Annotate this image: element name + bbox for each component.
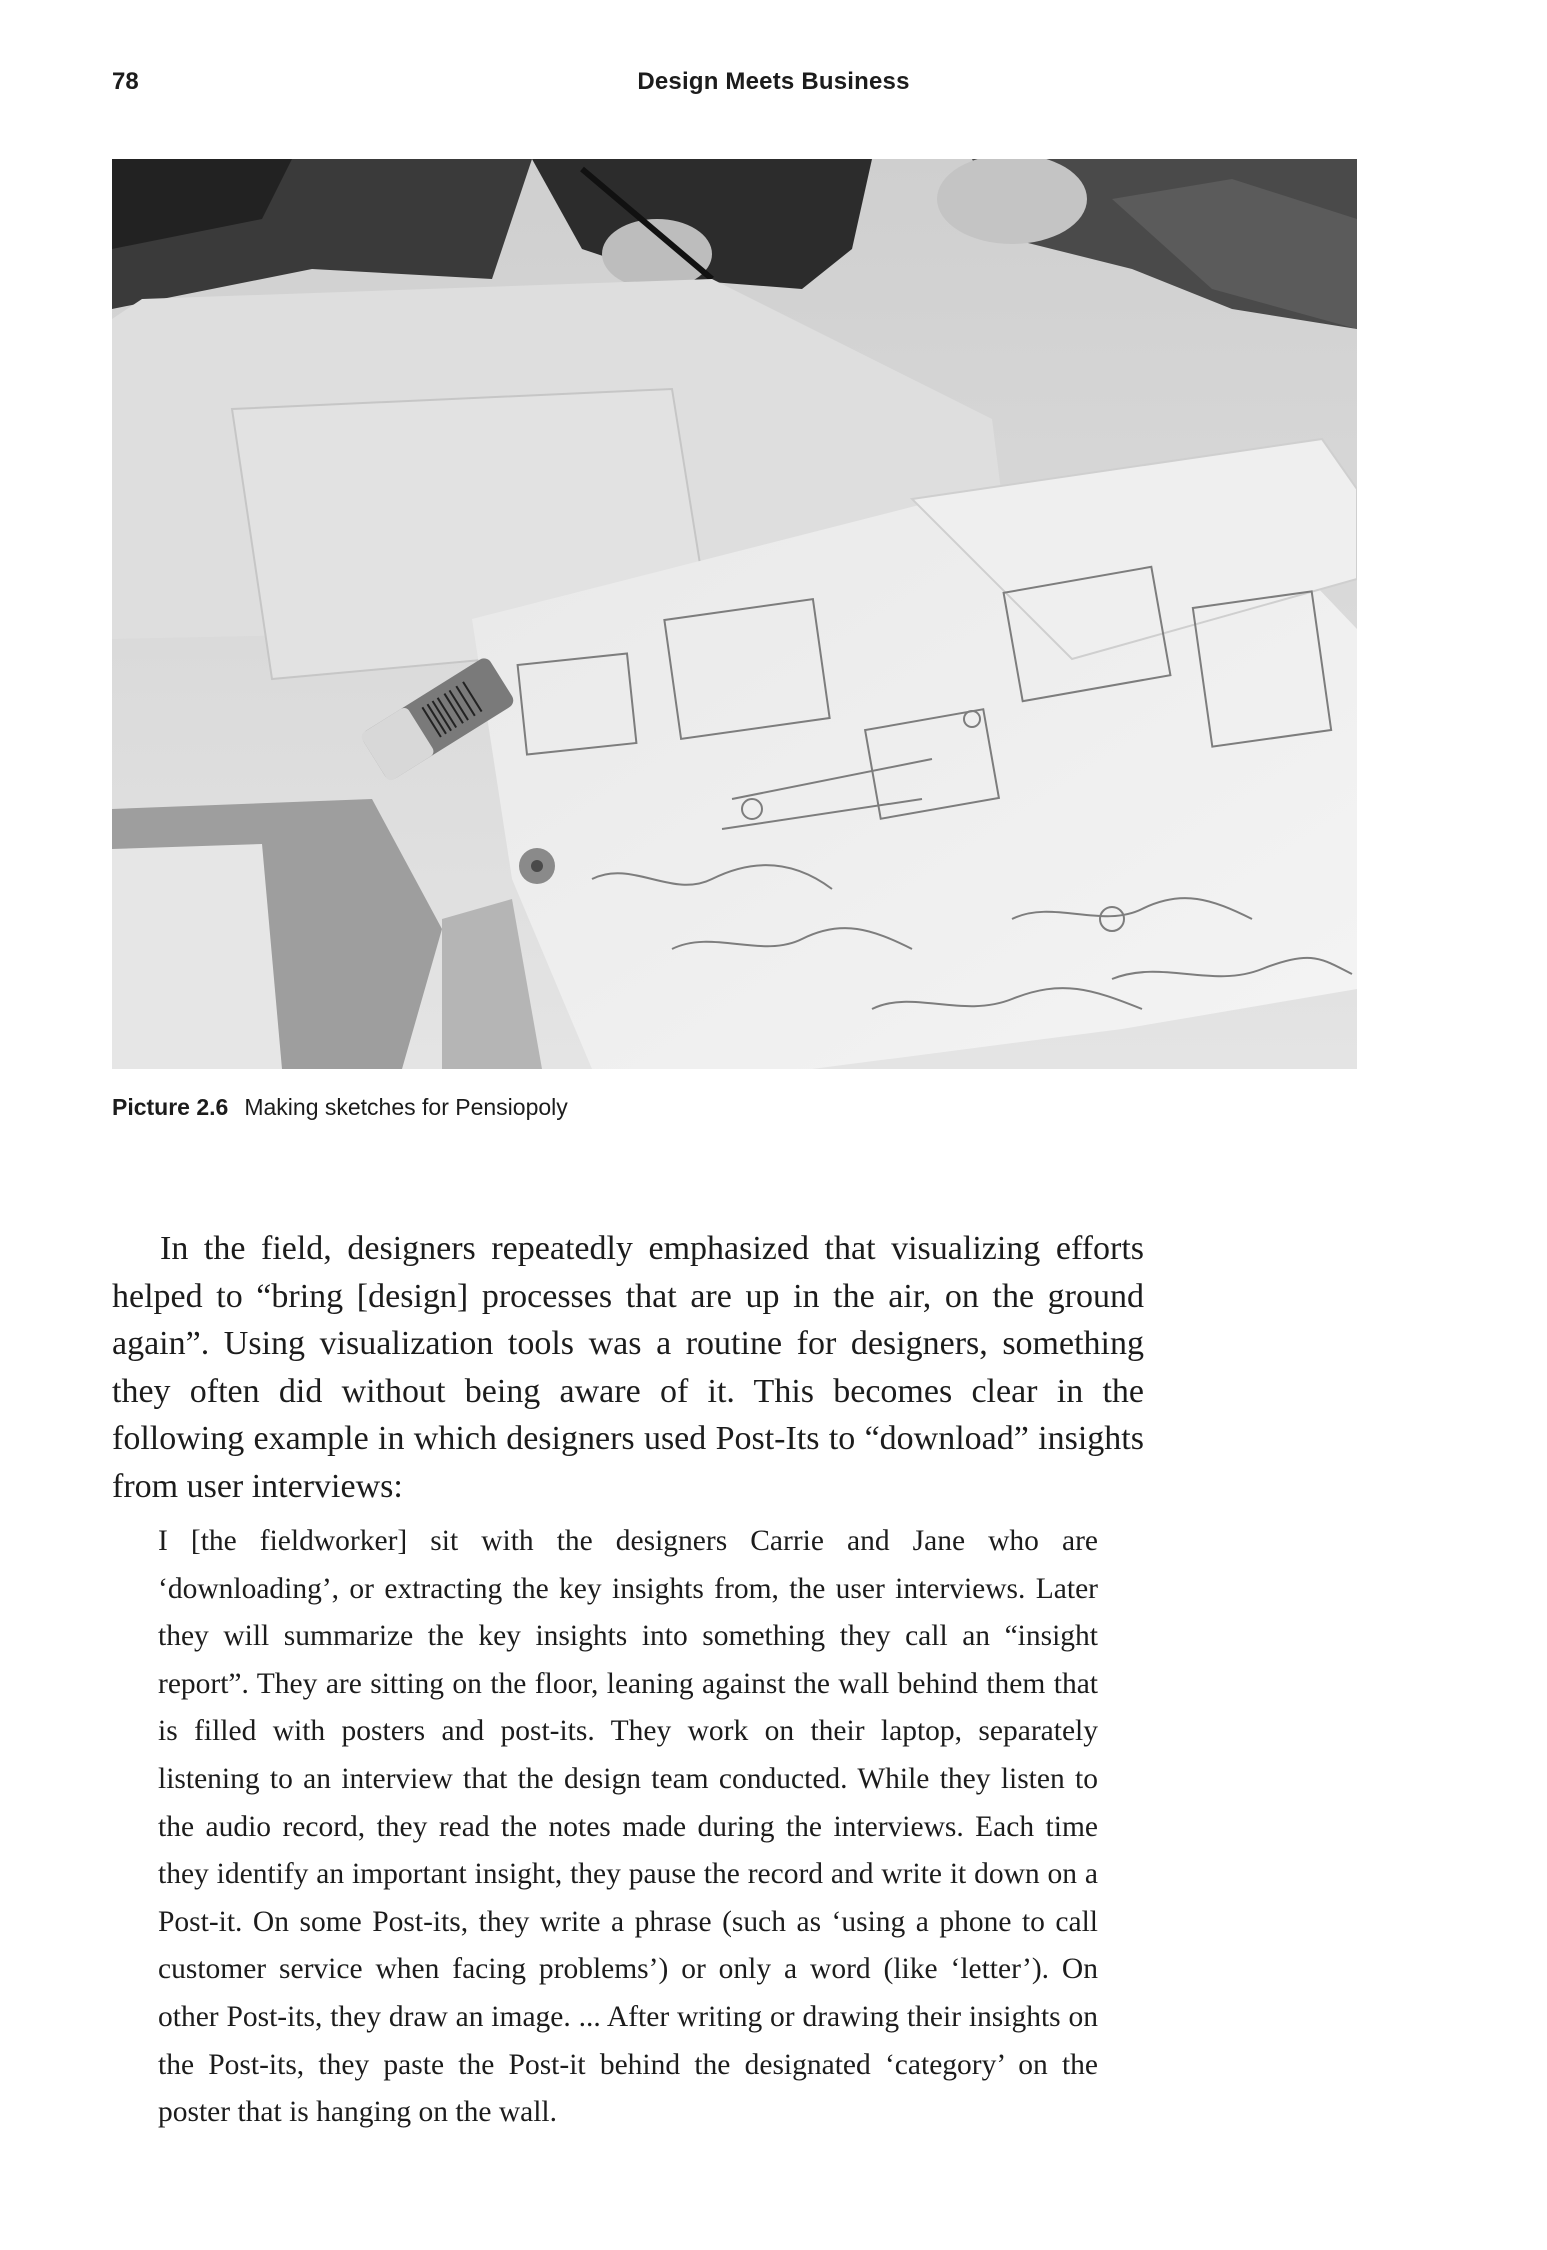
body-paragraph: In the field, designers repeatedly emphasized that visualizing efforts helped to “bring [design] processes that are up in the air, on the ground again”. Using visualization tools was a routine for designers, something they often did without being aware of it. This becomes clear in the following example in which designers used Post-Its to “download” insights from user interviews:: [112, 1230, 1144, 1505]
sketching-photo: [112, 159, 1357, 1069]
figure-caption: [112, 1094, 568, 1121]
running-title: Design Meets Business: [637, 68, 910, 95]
page-number: 78: [112, 68, 139, 95]
figure-photo: [112, 159, 1357, 1069]
caption-text: Making sketches for Pensiopoly: [244, 1094, 568, 1120]
block-quote: I [the fieldworker] sit with the designers Carrie and Jane who are ‘downloading’, or extracting the key insights from, the user interviews. Later they will summarize the key insights into something they call an “insight report”. They are sitting on the floor, leaning against the wall behind them that is filled with posters and post-its. They work on their laptop, separately listening to an interview that the design team conducted. While they listen to the audio record, they read the notes made during the interviews. Each time they identify an important insight, they pause the record and write it down on a Post-it. On some Post-its, they write a phrase (such as ‘using a phone to call customer service when facing problems’) or only a word (like ‘letter’). On other Post-its, they draw an image. ... After writing or drawing their insights on the Post-its, they paste the Post-it behind the designated ‘category’ on the poster that is hanging on the wall.: [158, 1525, 1098, 2129]
caption-label: Picture 2.6: [112, 1094, 229, 1120]
